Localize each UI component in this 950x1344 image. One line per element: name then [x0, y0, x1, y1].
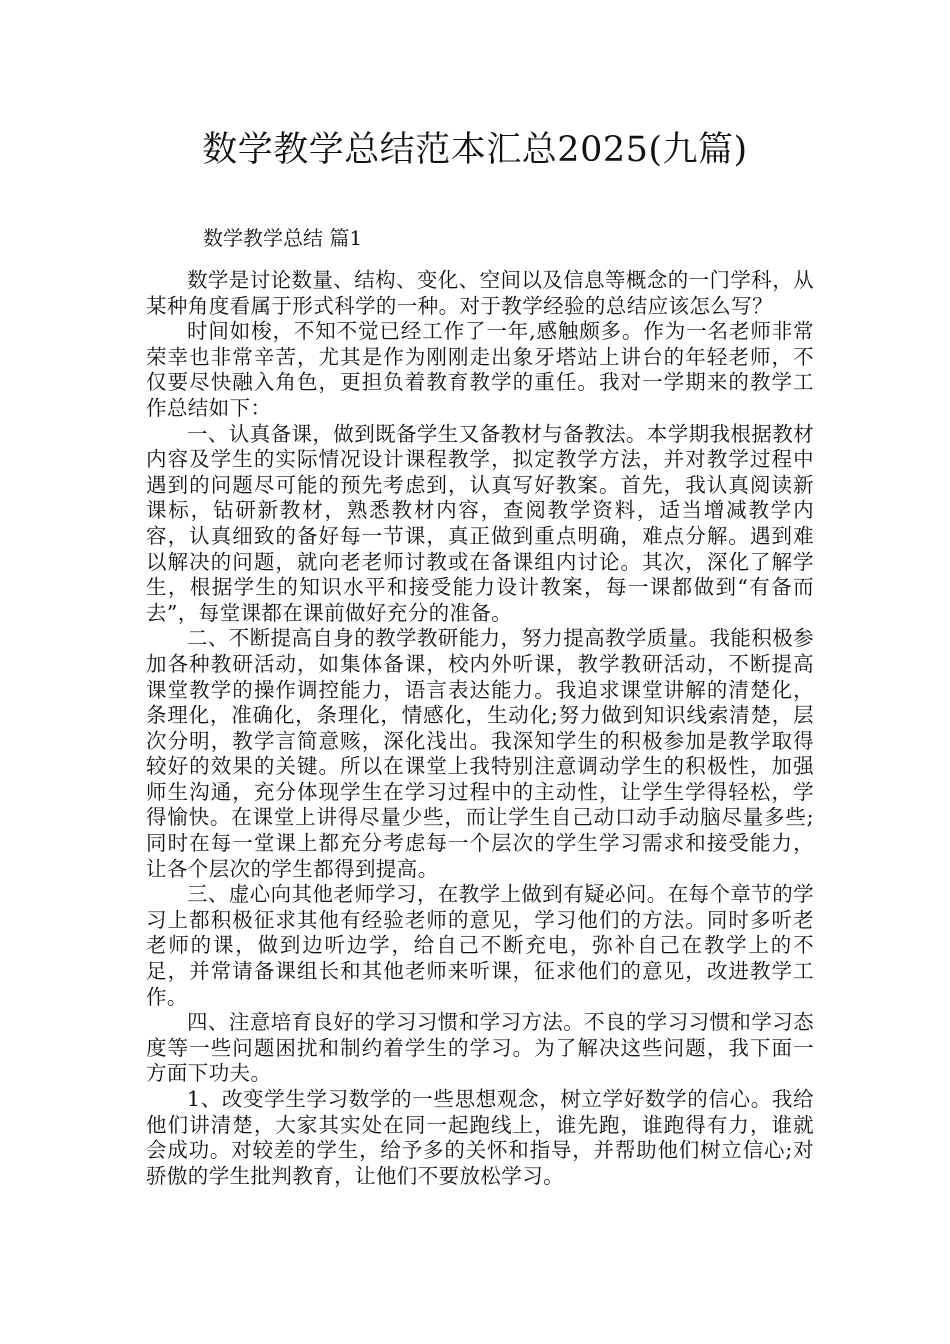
paragraph-point-4: 四、注意培育良好的学习习惯和学习方法。不良的学习习惯和学习态度等一些问题困扰和制约着学生的学习。为了解决这些问题，我下面一方面下功夫。 — [146, 1010, 814, 1086]
paragraph-sub-1: 1、改变学生学习数学的一些思想观念，树立学好数学的信心。我给他们讲清楚，大家其实处在同一起跑线上，谁先跑，谁跑得有力，谁就会成功。对较差的学生，给予多的关怀和指导，并帮助他们树立信心;对骄傲的学生批判教育，让他们不要放松学习。 — [146, 1087, 814, 1188]
paragraph-intro: 数学是讨论数量、结构、变化、空间以及信息等概念的一门学科，从某种角度看属于形式科学的一种。对于教学经验的总结应该怎么写？ — [146, 268, 814, 318]
section-heading: 数学教学总结 篇1 — [203, 226, 363, 250]
document-title: 数学教学总结范本汇总2025(九篇) — [202, 130, 748, 170]
paragraph-point-1: 一、认真备课，做到既备学生又备教材与备教法。本学期我根据教材内容及学生的实际情况设计课程教学，拟定教学方法，并对教学过程中遇到的问题尽可能的预先考虑到，认真写好教案。首先，我认真阅读新课标，钻研新教材，熟悉教材内容，查阅教学资料，适当增减教学内容，认真细致的备好每一节课，真正做到重点明确，难点分解。遇到难以解决的问题，就向老老师讨教或在备课组内讨论。其次，深化了解学生，根据学生的知识水平和接受能力设计教案，每一课都做到“有备而去”，每堂课都在课前做好充分的准备。 — [146, 421, 814, 625]
paragraph-reflection: 时间如梭，不知不觉已经工作了一年,感触颇多。作为一名老师非常荣幸也非常辛苦，尤其是作为刚刚走出象牙塔站上讲台的年轻老师，不仅要尽快融入角色，更担负着教育教学的重任。我对一学期来的教学工作总结如下： — [146, 319, 814, 420]
document-body — [146, 268, 814, 1189]
paragraph-point-3: 三、虚心向其他老师学习，在教学上做到有疑必问。在每个章节的学习上都积极征求其他有经验老师的意见，学习他们的方法。同时多听老老师的课，做到边听边学，给自己不断充电，弥补自己在教学上的不足，并常请备课组长和其他老师来听课，征求他们的意见，改进教学工作。 — [146, 882, 814, 1009]
paragraph-point-2: 二、不断提高自身的教学教研能力，努力提高教学质量。我能积极参加各种教研活动，如集体备课，校内外听课，教学教研活动，不断提高课堂教学的操作调控能力，语言表达能力。我追求课堂讲解的清楚化，条理化，准确化，条理化，情感化，生动化;努力做到知识线索清楚，层次分明，教学言简意赅，深化浅出。我深知学生的积极参加是教学取得较好的效果的关键。所以在课堂上我特别注意调动学生的积极性，加强师生沟通，充分体现学生在学习过程中的主动性，让学生学得轻松，学得愉快。在课堂上讲得尽量少些，而让学生自己动口动手动脑尽量多些;同时在每一堂课上都充分考虑每一个层次的学生学习需求和接受能力，让各个层次的学生都得到提高。 — [146, 626, 814, 881]
